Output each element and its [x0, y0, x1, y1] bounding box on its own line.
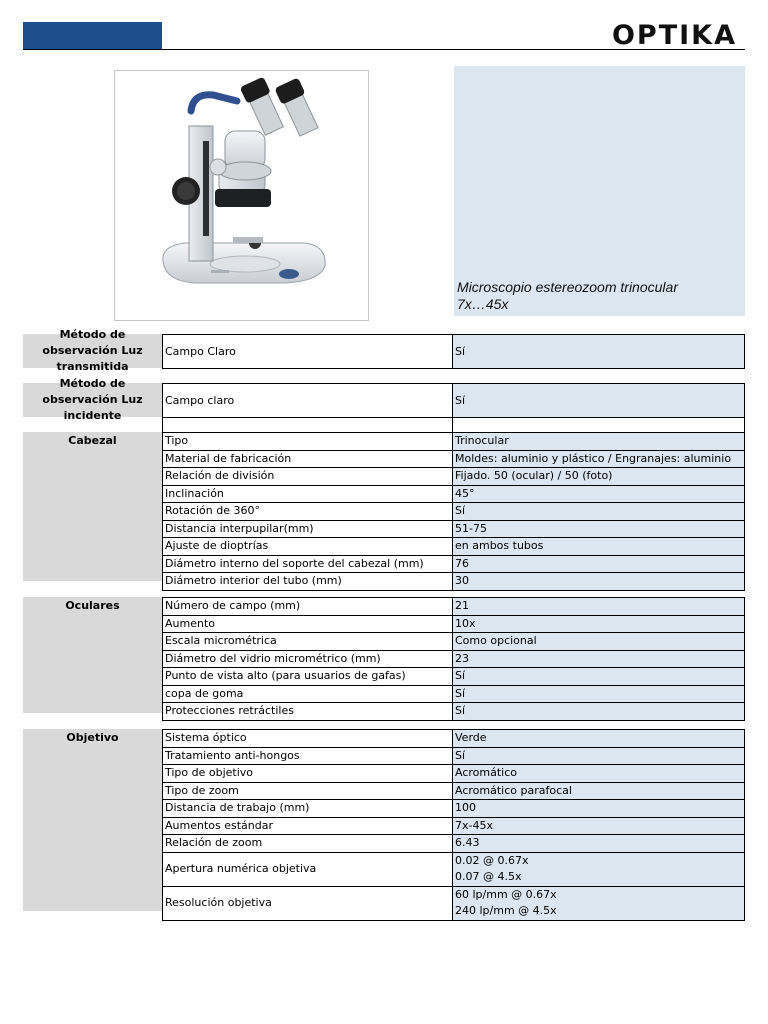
spec-name: Sistema óptico: [163, 730, 453, 747]
spec-name: Rotación de 360°: [163, 503, 453, 520]
spec-value-empty: [453, 418, 744, 433]
table-row: [162, 650, 745, 668]
spec-value: [453, 853, 744, 886]
spec-value: Trinocular: [453, 433, 744, 450]
header-accent-bar: [23, 22, 162, 49]
table-row: [162, 747, 745, 765]
spec-name-empty: [163, 418, 453, 433]
spec-value: Moldes: aluminio y plástico / Engranajes: aluminio: [453, 451, 744, 468]
spec-value: 10x: [453, 616, 744, 633]
spec-value: Sí: [453, 686, 744, 703]
table-row: [162, 729, 745, 747]
spec-value: Acromático parafocal: [453, 783, 744, 800]
table-row: [162, 782, 745, 800]
table-row: [162, 537, 745, 555]
spec-name: Tratamiento anti-hongos: [163, 748, 453, 765]
product-description-panel: [454, 66, 745, 316]
section-label: Método de observación Luz transmitida: [23, 334, 162, 368]
spec-value: Sí: [453, 384, 744, 417]
microscope-icon: [115, 71, 368, 320]
section-label: Objetivo: [23, 729, 162, 911]
spec-name: Tipo de objetivo: [163, 765, 453, 782]
section-label: Método de observación Luz incidente: [23, 383, 162, 417]
table-row: [162, 383, 745, 417]
spec-value-line: 0.02 @ 0.67x: [455, 853, 529, 867]
table-row: [162, 432, 745, 450]
table-row: [162, 572, 745, 591]
spec-value: 51-75: [453, 521, 744, 538]
table-row: [162, 702, 745, 721]
table-row: [162, 520, 745, 538]
table-row: [162, 799, 745, 817]
spec-value: 30: [453, 573, 744, 590]
spec-value: 23: [453, 651, 744, 668]
spec-value: Acromático: [453, 765, 744, 782]
spec-name: Tipo de zoom: [163, 783, 453, 800]
table-row: [162, 450, 745, 468]
spec-name: Diámetro interno del soporte del cabezal (mm): [163, 556, 453, 573]
table-row: [162, 615, 745, 633]
spec-name: Número de campo (mm): [163, 598, 453, 615]
spec-name: Distancia de trabajo (mm): [163, 800, 453, 817]
spec-name: Diámetro del vidrio micrométrico (mm): [163, 651, 453, 668]
table-row: [162, 852, 745, 886]
table-row: [162, 834, 745, 852]
spec-name: Relación de zoom: [163, 835, 453, 852]
spec-name: Punto de vista alto (para usuarios de gafas): [163, 668, 453, 685]
spec-name: Aumento: [163, 616, 453, 633]
table-row: [162, 502, 745, 520]
spec-value: Sí: [453, 335, 744, 368]
spec-value-line: 60 lp/mm @ 0.67x: [455, 887, 557, 901]
spec-name: Aumentos estándar: [163, 818, 453, 835]
spec-name: copa de goma: [163, 686, 453, 703]
spec-value-line: 240 lp/mm @ 4.5x: [455, 904, 557, 917]
spec-value: 21: [453, 598, 744, 615]
table-row: [162, 467, 745, 485]
spec-value-line: 0.07 @ 4.5x: [455, 870, 522, 883]
spec-name: Ajuste de dioptrías: [163, 538, 453, 555]
spec-value: 45°: [453, 486, 744, 503]
spec-name: Material de fabricación: [163, 451, 453, 468]
spec-name: Relación de división: [163, 468, 453, 485]
spec-name: Campo claro: [163, 384, 453, 417]
spec-value: 7x-45x: [453, 818, 744, 835]
spec-name: Distancia interpupilar(mm): [163, 521, 453, 538]
spec-name: Inclinación: [163, 486, 453, 503]
spec-name: Escala micrométrica: [163, 633, 453, 650]
spec-value: Sí: [453, 503, 744, 520]
spec-name: Resolución objetiva: [163, 887, 453, 920]
spec-value: Sí: [453, 703, 744, 720]
spec-name: Diámetro interior del tubo (mm): [163, 573, 453, 590]
spec-value: 100: [453, 800, 744, 817]
table-row: [162, 555, 745, 573]
product-photo: [114, 70, 369, 321]
spec-name: Apertura numérica objetiva: [163, 853, 453, 886]
spec-value: Sí: [453, 748, 744, 765]
spec-value: Fijado. 50 (ocular) / 50 (foto): [453, 468, 744, 485]
spec-name: Protecciones retráctiles: [163, 703, 453, 720]
table-row: [162, 334, 745, 369]
section-label: Oculares: [23, 597, 162, 713]
spec-name: Campo Claro: [163, 335, 453, 368]
spec-value: Sí: [453, 668, 744, 685]
spec-name: Tipo: [163, 433, 453, 450]
brand-logo: OPTIKA: [611, 20, 737, 51]
spec-value: 6.43: [453, 835, 744, 852]
table-row: [162, 764, 745, 782]
section-label: Cabezal: [23, 432, 162, 581]
table-row: [162, 886, 745, 921]
table-row: [162, 597, 745, 615]
table-row: [162, 667, 745, 685]
table-row: [162, 485, 745, 503]
spec-value: Como opcional: [453, 633, 744, 650]
table-row: [162, 632, 745, 650]
table-row: [162, 685, 745, 703]
spec-value: [453, 887, 744, 920]
product-description: Microscopio estereozoom trinocular 7x…45x: [457, 279, 678, 312]
table-row: [162, 817, 745, 835]
spec-value: en ambos tubos: [453, 538, 744, 555]
spec-value: 76: [453, 556, 744, 573]
spec-value: Verde: [453, 730, 744, 747]
